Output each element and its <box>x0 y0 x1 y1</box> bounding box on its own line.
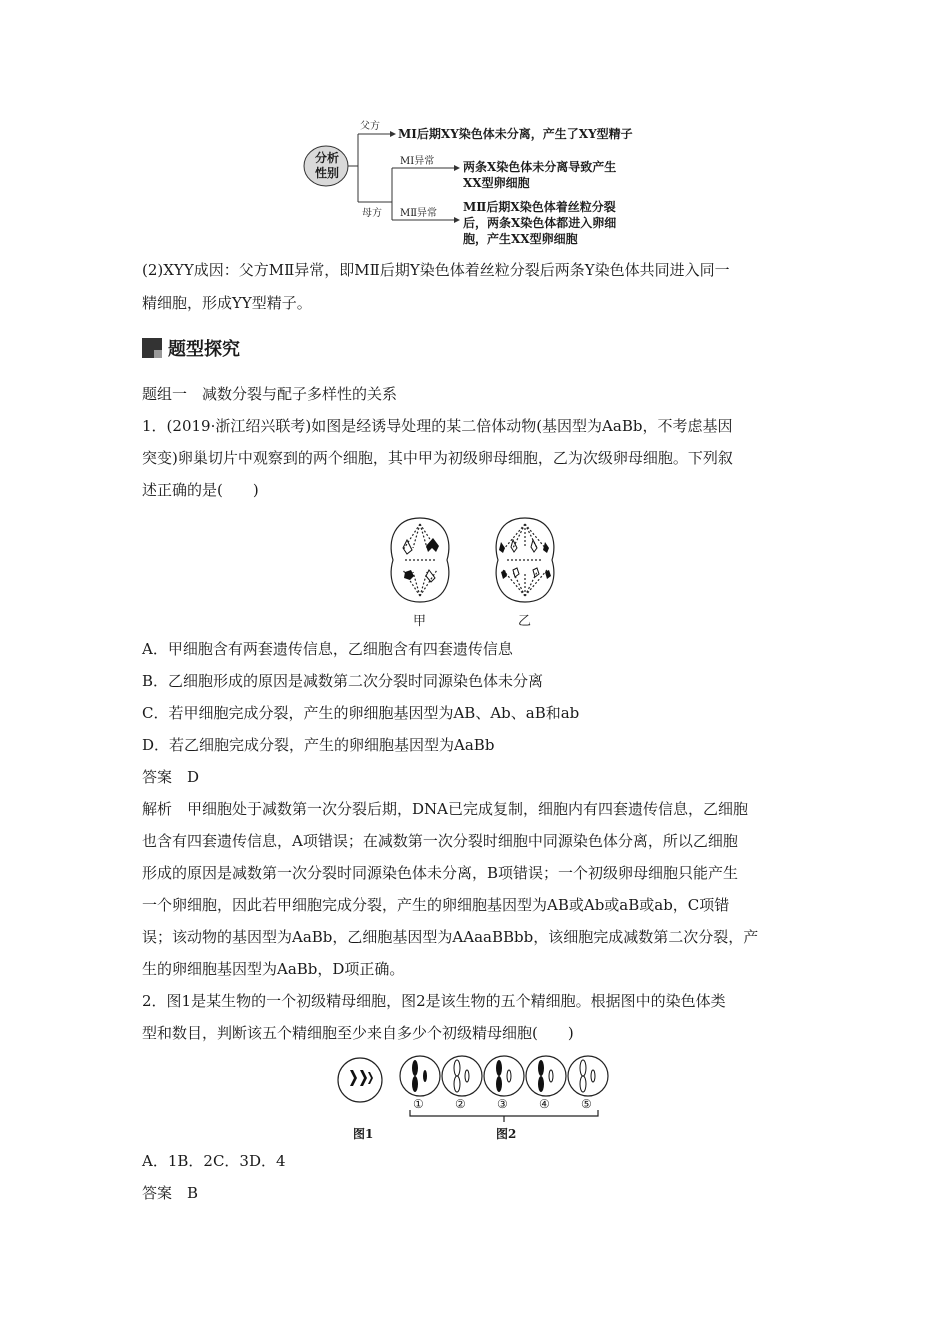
q1-answer: 答案 D <box>142 768 200 786</box>
q2-options: A．1B．2C．3D．4 <box>142 1152 286 1170</box>
q2-line-1: 2．图1是某生物的一个初级精母细胞，图2是该生物的五个精细胞。根据图中的染色体类 <box>142 992 726 1010</box>
m1-text-1: 两条X染色体未分离导致产生 <box>463 160 617 174</box>
xyy-line-2: 精细胞，形成YY型精子。 <box>142 294 312 312</box>
label-jia: 甲 <box>413 614 427 629</box>
sex-analysis-diagram <box>300 120 660 250</box>
cell-number-4: ④ <box>539 1097 550 1111</box>
figure-1-label: 图1 <box>353 1127 374 1141</box>
q1-line-2: 突变)卵巢切片中观察到的两个细胞，其中甲为初级卵母细胞，乙为次级卵母细胞。下列叙 <box>142 449 733 467</box>
father-text: MⅠ后期XY染色体未分离，产生了XY型精子 <box>398 127 633 141</box>
q1-option-b: B．乙细胞形成的原因是减数第二次分裂时同源染色体未分离 <box>142 672 544 690</box>
section-title: 题型探究 <box>168 339 240 360</box>
m2-text-2: 后，两条X染色体都进入卵细 <box>463 216 617 230</box>
label-yi: 乙 <box>518 614 532 629</box>
cell-number-2: ② <box>455 1097 466 1111</box>
m2-label: MⅡ异常 <box>400 208 438 219</box>
mother-label: 母方 <box>362 208 382 219</box>
cell-number-1: ① <box>413 1097 424 1111</box>
cell-number-5: ⑤ <box>581 1097 592 1111</box>
cell-number-3: ③ <box>497 1097 508 1111</box>
q1-line-3: 述正确的是( ) <box>142 481 259 499</box>
father-label: 父方 <box>360 121 380 132</box>
xyy-line-1: (2)XYY成因：父方MⅡ异常，即MⅡ后期Y染色体着丝粒分裂后两条Y染色体共同进入同一 <box>142 261 730 279</box>
m2-text-1: MⅡ后期X染色体着丝粒分裂 <box>463 200 616 214</box>
q1-explanation-3: 形成的原因是减数第一次分裂时同源染色体未分离，B项错误；一个初级卵母细胞只能产生 <box>142 864 739 882</box>
q1-option-a: A．甲细胞含有两套遗传信息，乙细胞含有四套遗传信息 <box>142 640 513 658</box>
q1-explanation-2: 也含有四套遗传信息，A项错误；在减数第一次分裂时细胞中同源染色体分离，所以乙细胞 <box>142 832 738 850</box>
m1-text-2: XX型卵细胞 <box>463 176 530 190</box>
section-marker-icon <box>142 338 162 358</box>
group-title: 题组一 减数分裂与配子多样性的关系 <box>142 385 398 403</box>
q2-answer: 答案 B <box>142 1184 199 1202</box>
diagram-root-label: 分析性别 <box>314 151 339 180</box>
q2-cell-figure <box>335 1052 625 1144</box>
figure-2-label: 图2 <box>496 1127 517 1141</box>
m1-label: MⅠ异常 <box>400 156 435 167</box>
q1-explanation-6: 生的卵细胞基因型为AaBb，D项正确。 <box>142 960 405 978</box>
q1-option-d: D．若乙细胞完成分裂，产生的卵细胞基因型为AaBb <box>142 736 495 754</box>
q2-line-2: 型和数目，判断该五个精细胞至少来自多少个初级精母细胞( ) <box>142 1024 574 1042</box>
q1-cell-figure <box>385 510 565 630</box>
q1-line-1: 1．(2019·浙江绍兴联考)如图是经诱导处理的某二倍体动物(基因型为AaBb，不考虑基因 <box>142 417 733 435</box>
q1-option-c: C．若甲细胞完成分裂，产生的卵细胞基因型为AB、Ab、aB和ab <box>142 704 580 722</box>
q1-explanation-1: 解析 甲细胞处于减数第一次分裂后期，DNA已完成复制，细胞内有四套遗传信息，乙细胞 <box>142 800 748 818</box>
q1-explanation-4: 一个卵细胞，因此若甲细胞完成分裂，产生的卵细胞基因型为AB或Ab或aB或ab，C项错 <box>142 896 730 914</box>
m2-text-3: 胞，产生XX型卵细胞 <box>463 232 578 246</box>
dividing-cells-illustration <box>385 510 565 630</box>
q1-explanation-5: 误；该动物的基因型为AaBb，乙细胞基因型为AAaaBBbb，该细胞完成减数第二次分裂，产 <box>142 928 759 946</box>
